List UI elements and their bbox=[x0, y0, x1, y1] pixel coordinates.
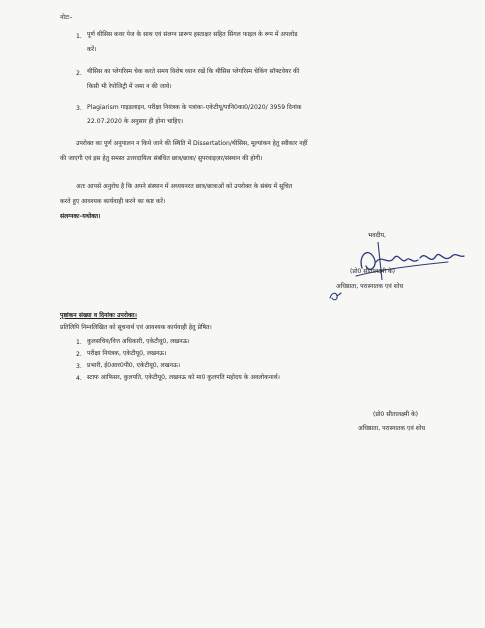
note-2-number: 2. bbox=[76, 70, 82, 77]
signatory-designation-2: अधिष्ठाता, परास्नातक एवं शोध bbox=[358, 425, 426, 432]
para2-line-1: अतः आपसे अनुरोध है कि अपने संस्थान में अध्ययनरत छात्र/छात्राओं को उपरोक्त के संबंध में सूचित bbox=[76, 183, 293, 190]
note-3-number: 3. bbox=[76, 105, 82, 112]
signatory-name-1: (प्रो0 सीतालक्ष्मी के) bbox=[350, 268, 396, 275]
para1-line-1: उपरोक्त का पूर्ण अनुपालन न किये जाने की स्थिति में Dissertation/थीसिस, मूल्यांकन हेतु स्वीकार नहीं bbox=[76, 140, 308, 147]
note-2-line-2: किसी भी रेपोजिट्री में जमा न की जाये। bbox=[87, 83, 172, 90]
para2-line-2: करते हुए आवश्यक कार्यवाही करने का कष्ट करें। bbox=[60, 198, 166, 205]
enclosure-note: संलग्नकः–यथोक्त। bbox=[60, 213, 101, 220]
handwritten-signature bbox=[348, 236, 468, 286]
copy-1-text: कुलसचिव/वित्त अधिकारी, एकेटीयू0, लखनऊ। bbox=[87, 338, 190, 345]
para1-line-2: की जाएगी एवं इस हेतु समस्त उत्तरदायित्व संबंधित छात्र/छात्रा/ सुपरवाइज़र/संस्थान की होगी। bbox=[60, 155, 263, 162]
note-1-number: 1. bbox=[76, 33, 82, 40]
endorsement-intro: प्रतिलिपि निम्नलिखित को सूचनार्थ एवं आवश्यक कार्यवाही हेतु प्रेषित। bbox=[60, 324, 212, 331]
note-1-line-2: करें। bbox=[87, 46, 97, 53]
note-3-line-2: 22.07.2020 के अनुसार ही होना चाहिए। bbox=[87, 118, 184, 125]
signatory-name-2: (प्रो0 सीतालक्ष्मी के) bbox=[373, 411, 419, 418]
note-3-line-1: Plagiarism गाइडलाइन, परीक्षा नियंत्रक के पत्रांकः–एकेटीयू/पानि0का0/2020/ 3959 दिनांक bbox=[87, 104, 302, 111]
salutation: भवदीय, bbox=[368, 232, 386, 239]
copy-3-number: 3. bbox=[76, 363, 82, 370]
signatory-designation-1: अधिष्ठाता, परास्नातक एवं शोध bbox=[336, 283, 404, 290]
copy-3-text: प्रभारी, ई0आर0पी0, एकेटीयू0, लखनऊ। bbox=[87, 362, 181, 369]
note-1-line-1: पूर्ण थीसिस कवर पेज के साथ एवं संलग्न प्रारूप हस्ताक्षर सहित सिंगल फाइल के रूप में अपलोड bbox=[87, 31, 298, 38]
copy-4-text: स्टाफ आफिसर, कुलपति, एकेटीयू0, लखनऊ को मा0 कुलपति महोदय के अवलोकनार्थ। bbox=[87, 374, 280, 381]
note-2-line-1: थीसिस का प्लेगरिस्म चेक करते समय विशेष ध्यान रखें कि थीसिस प्लेगरिस्म चेकिंग सॉफ्टवेयर की bbox=[87, 68, 300, 75]
endorsement-heading: पृष्ठांकन संख्या व दिनांकः उपरोक्त। bbox=[60, 312, 137, 319]
copy-2-text: परीक्षा नियंत्रक, एकेटीयू0, लखनऊ। bbox=[87, 350, 167, 357]
notes-heading: नोटः– bbox=[60, 14, 73, 21]
initial-mark-icon bbox=[328, 290, 342, 302]
copy-4-number: 4. bbox=[76, 375, 82, 382]
copy-1-number: 1. bbox=[76, 339, 82, 346]
copy-2-number: 2. bbox=[76, 351, 82, 358]
